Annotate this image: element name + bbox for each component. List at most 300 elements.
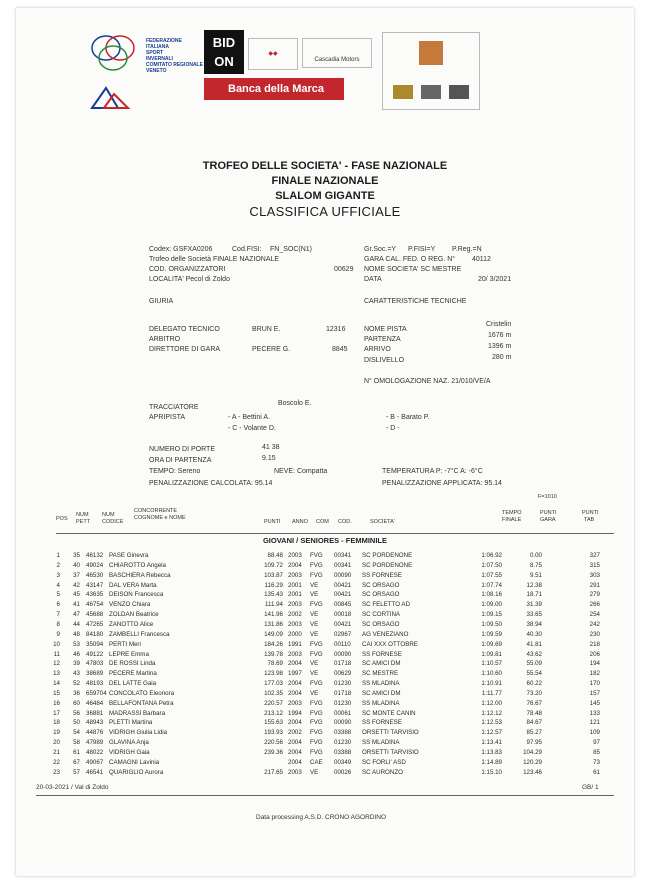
banca-logo: Banca della Marca: [204, 78, 344, 100]
cell-points: 103.87: [264, 571, 283, 579]
col-punti: PUNTI: [264, 519, 281, 525]
cell-table-points: 291: [589, 581, 600, 589]
direttore-name: PECERE G.: [252, 346, 291, 353]
cell-pos: 7: [56, 611, 60, 619]
title-discipline: SLALOM GIGANTE: [275, 190, 375, 202]
cell-year: 2003: [288, 650, 302, 658]
table-rule: [56, 533, 614, 534]
cell-athlete-name: DE ROSSI Linda: [109, 660, 156, 668]
col-num2: NUM: [102, 512, 115, 518]
dislivello-value: 280 m: [492, 354, 512, 361]
cell-club: SS FORNESE: [362, 719, 402, 727]
cell-athlete-name: VENZO Chiara: [109, 601, 151, 609]
cell-club-code: 00421: [334, 591, 352, 599]
cell-pos: 13: [53, 670, 60, 678]
cell-club-code: 00090: [334, 719, 352, 727]
cell-bib: 60: [73, 699, 80, 707]
cell-code: 46132: [86, 552, 104, 559]
cell-final-time: 1:14.89: [481, 758, 502, 766]
cell-bib: 54: [73, 729, 80, 737]
cell-final-time: 1:08.16: [481, 591, 502, 599]
cell-code: 659704: [86, 689, 107, 697]
cell-club: ORSETTI TARVISIO: [362, 729, 419, 737]
cell-athlete-name: DAL VERA Marta: [109, 581, 157, 589]
cell-club-code: 00061: [334, 709, 352, 717]
cell-club-code: 00629: [334, 670, 352, 678]
cell-committee: VE: [310, 591, 319, 599]
cell-bib: 58: [73, 739, 80, 747]
cell-code: 48022: [86, 749, 104, 756]
cell-athlete-name: BELLAFONTANA Petra: [109, 699, 174, 707]
cell-code: 46541: [86, 768, 104, 776]
cell-club: SC AMICI DM: [362, 689, 401, 697]
cell-points: 193.93: [264, 729, 283, 737]
tempo-meteo: TEMPO: Sereno: [149, 468, 201, 475]
table-row: [16, 690, 634, 699]
cell-table-points: 133: [589, 709, 600, 717]
table-row: [16, 621, 634, 630]
col-societa: SOCIETA': [370, 519, 395, 525]
cell-points: 88.48: [267, 552, 283, 559]
col-com: COM: [316, 519, 329, 525]
col-f-factor: F=1010: [538, 494, 557, 500]
cell-table-points: 73: [593, 758, 600, 766]
cell-athlete-name: PASE Ginevra: [109, 552, 149, 559]
cell-year: 2003: [288, 768, 302, 776]
cell-code: 46530: [86, 571, 104, 579]
cell-club-code: 01718: [334, 660, 352, 668]
cell-year: 2004: [288, 719, 302, 727]
cell-pos: 11: [53, 650, 60, 658]
cell-race-points: 41.81: [526, 640, 542, 648]
partenza-label: PARTENZA: [364, 336, 401, 343]
cell-points: 78.69: [267, 660, 283, 668]
cell-athlete-name: ZAMBELLI Francesca: [109, 630, 170, 638]
cell-table-points: 85: [593, 749, 600, 756]
cell-table-points: 279: [589, 591, 600, 599]
cell-final-time: 1:09.59: [481, 630, 502, 638]
nome-societa: NOME SOCIETA' SC MESTRE: [364, 266, 462, 273]
ora-partenza-value: 9.15: [262, 455, 276, 462]
cell-bib: 35: [73, 552, 80, 559]
col-pett: PETT: [76, 519, 91, 525]
cell-race-points: 84.67: [526, 719, 542, 727]
cell-code: 46754: [86, 601, 104, 609]
cell-year: 2004: [288, 749, 302, 756]
partenza-value: 1676 m: [488, 332, 512, 339]
cell-club: SC AURONZO: [362, 768, 403, 776]
dislivello-label: DISLIVELLO: [364, 357, 405, 364]
title-finale: FINALE NAZIONALE: [271, 175, 379, 187]
cell-athlete-name: MADRASSI Barbara: [109, 709, 166, 717]
cell-race-points: 9.51: [529, 571, 542, 579]
cell-points: 139.78: [264, 650, 283, 658]
cell-points: 123.98: [264, 670, 283, 678]
mountain-logo: [88, 82, 132, 112]
col-tempo: TEMPO: [502, 510, 522, 516]
cell-pos: 19: [53, 729, 60, 737]
cell-points: 135.43: [264, 591, 283, 599]
cell-points: 116.29: [264, 581, 283, 589]
cell-code: 44876: [86, 729, 104, 737]
sponsor-group-logo: [382, 32, 480, 110]
cell-club: SS MLADINA: [362, 680, 400, 688]
delegato-code: 12316: [326, 326, 346, 333]
motors-logo: Cascadia Motors: [302, 38, 372, 68]
penalizzazione-applicata: PENALIZZAZIONE APPLICATA: 95.14: [382, 480, 502, 487]
cell-year: 2003: [288, 552, 302, 559]
cell-club: AG VENEZIANO: [362, 630, 409, 638]
cell-pos: 16: [53, 699, 60, 707]
cell-race-points: 31.39: [526, 601, 542, 609]
cell-pos: 15: [53, 689, 60, 697]
table-row: [16, 680, 634, 689]
table-row: [16, 759, 634, 768]
cell-code: 47803: [86, 660, 104, 668]
cell-table-points: 170: [589, 680, 600, 688]
footer-left: 20-03-2021 / Val di Zoldo: [36, 784, 109, 791]
cell-final-time: 1:12.53: [481, 719, 502, 727]
cell-bib: 36: [73, 689, 80, 697]
cell-committee: FVG: [310, 749, 323, 756]
cell-athlete-name: PERTI Meri: [109, 640, 141, 648]
cell-year: 2004: [288, 739, 302, 747]
cell-committee: FVG: [310, 680, 323, 688]
col-cod: COD.: [338, 519, 352, 525]
cell-committee: FVG: [310, 571, 323, 579]
cell-club: SS MLADINA: [362, 739, 400, 747]
table-row: [16, 769, 634, 778]
table-row: [16, 729, 634, 738]
cell-year: 2004: [288, 561, 302, 569]
cell-bib: 44: [73, 620, 80, 628]
cell-race-points: 120.29: [523, 758, 542, 766]
cell-year: 2004: [288, 689, 302, 697]
cell-pos: 1: [56, 552, 60, 559]
arrivo-value: 1396 m: [488, 343, 512, 350]
cell-points: 149.09: [264, 630, 283, 638]
data-value: 20/ 3/2021: [478, 276, 512, 283]
cell-points: 239.36: [264, 749, 283, 756]
delegato-name: BRUN E.: [252, 326, 281, 333]
cell-bib: 40: [73, 561, 80, 569]
cell-code: 43635: [86, 591, 104, 599]
cell-club-code: 02967: [334, 630, 352, 638]
cell-athlete-name: ZANOTTO Alice: [109, 620, 154, 628]
cell-code: 84180: [86, 630, 104, 638]
cell-pos: 12: [53, 660, 60, 668]
cell-club: SC MESTRE: [362, 670, 399, 678]
cell-committee: FVG: [310, 650, 323, 658]
cell-year: 2003: [288, 571, 302, 579]
category-heading: GIOVANI / SENIORES - FEMMINILE: [262, 536, 388, 545]
cell-club: SC PORDENONE: [362, 561, 413, 569]
cell-points: 213.12: [264, 709, 283, 717]
cell-race-points: 33.65: [526, 611, 542, 619]
cell-pos: 5: [56, 591, 60, 599]
cell-club-code: 00421: [334, 581, 352, 589]
table-row: [16, 710, 634, 719]
cell-final-time: 1:09.69: [481, 640, 502, 648]
table-row: [16, 749, 634, 758]
apripista-a: - A - Bettini A.: [228, 414, 271, 421]
cell-athlete-name: PLETTI Martina: [109, 719, 153, 727]
cell-bib: 43: [73, 670, 80, 678]
cell-bib: 56: [73, 709, 80, 717]
col-num: NUM: [76, 512, 89, 518]
cell-club-code: 00349: [334, 758, 352, 766]
nome-pista-label: NOME PISTA: [364, 326, 407, 333]
cell-committee: VE: [310, 768, 319, 776]
cell-bib: 57: [73, 768, 80, 776]
footer-right: GB/ 1: [582, 784, 599, 791]
col-punti-tab: PUNTI: [582, 510, 599, 516]
cell-committee: FVG: [310, 561, 323, 569]
cell-year: 2003: [288, 601, 302, 609]
cell-pos: 3: [56, 571, 60, 579]
cell-pos: 22: [53, 758, 60, 766]
cell-athlete-name: BASCHIERA Rebecca: [109, 571, 171, 579]
table-row: [16, 670, 634, 679]
cell-code: 38689: [86, 670, 104, 678]
cell-code: 35094: [86, 640, 104, 648]
cell-table-points: 157: [589, 689, 600, 697]
cell-race-points: 55.54: [526, 670, 542, 678]
cell-table-points: 206: [589, 650, 600, 658]
col-finale: FINALE: [502, 517, 522, 523]
cell-bib: 45: [73, 591, 80, 599]
cell-table-points: 109: [589, 729, 600, 737]
cell-athlete-name: VIDRIGH Gaia: [109, 749, 150, 756]
cell-race-points: 85.27: [526, 729, 542, 737]
sponsor-logo: ◆◆: [248, 38, 298, 70]
cell-bib: 41: [73, 601, 80, 609]
cell-table-points: 254: [589, 611, 600, 619]
bidon-logo: BID ON: [204, 30, 244, 74]
cell-bib: 37: [73, 571, 80, 579]
cell-final-time: 1:10.57: [481, 660, 502, 668]
cell-race-points: 0.00: [529, 552, 542, 559]
cell-bib: 46: [73, 650, 80, 658]
cell-table-points: 97: [593, 739, 600, 747]
p-fisi: P.FISI=Y: [408, 246, 436, 253]
cell-table-points: 315: [589, 561, 600, 569]
fisi-logo: [86, 30, 142, 76]
cell-club: SC ORSAGO: [362, 591, 400, 599]
cell-race-points: 8.75: [529, 561, 542, 569]
col-tab: TAB: [584, 517, 595, 523]
apripista-b: - B - Barato P.: [386, 414, 430, 421]
gr-soc: Gr.Soc.=Y: [364, 246, 397, 253]
cell-code: 49024: [86, 561, 104, 569]
cell-table-points: 218: [589, 640, 600, 648]
cell-year: 2001: [288, 591, 302, 599]
cell-final-time: 1:09.15: [481, 611, 502, 619]
cell-final-time: 1:15.10: [481, 768, 502, 776]
table-row: [16, 631, 634, 640]
cell-final-time: 1:13.83: [481, 749, 502, 756]
cell-pos: 18: [53, 719, 60, 727]
cell-table-points: 194: [589, 660, 600, 668]
cell-club-code: 00018: [334, 611, 352, 619]
cell-table-points: 121: [589, 719, 600, 727]
omologazione: N° OMOLOGAZIONE NAZ. 21/010/VE/A: [364, 378, 491, 385]
cell-club-code: 01718: [334, 689, 352, 697]
fisi-text: FEDERAZIONE ITALIANA SPORT INVERNALI COMITATO REGIONALE VENETO: [146, 38, 203, 74]
tracciatore-label: TRACCIATORE: [149, 404, 199, 411]
cell-code: 49067: [86, 758, 104, 766]
cell-final-time: 1:07.50: [481, 561, 502, 569]
cell-club: SS MLADINA: [362, 699, 400, 707]
col-codice: CODICE: [102, 519, 124, 525]
cell-race-points: 78.48: [526, 709, 542, 717]
cell-table-points: 327: [589, 552, 600, 559]
cell-committee: VE: [310, 689, 319, 697]
col-concorrente: CONCORRENTE: [134, 508, 178, 514]
cell-club: ORSETTI TARVISIO: [362, 749, 419, 756]
cell-club-code: 01230: [334, 699, 352, 707]
arbitro-label: ARBITRO: [149, 336, 181, 343]
cell-athlete-name: PECERE Martina: [109, 670, 157, 678]
p-reg: P.Reg.=N: [452, 246, 482, 253]
cell-pos: 14: [53, 680, 60, 688]
cell-pos: 10: [53, 640, 60, 648]
cell-race-points: 38.94: [526, 620, 542, 628]
cell-points: 220.56: [264, 739, 283, 747]
cell-club-code: 00341: [334, 561, 352, 569]
cell-bib: 47: [73, 611, 80, 619]
cell-year: 2002: [288, 611, 302, 619]
cod-org-value: 00629: [334, 266, 354, 273]
cell-final-time: 1:12.12: [481, 709, 502, 717]
cell-bib: 67: [73, 758, 80, 766]
cell-code: 49122: [86, 650, 104, 658]
cell-athlete-name: GLAVINA Anja: [109, 739, 149, 747]
cell-club-code: 00845: [334, 601, 352, 609]
cell-code: 48193: [86, 680, 104, 688]
cell-club: SC ORSAGO: [362, 620, 400, 628]
cell-club: SS FORNESE: [362, 571, 402, 579]
cell-club-code: 00341: [334, 552, 352, 559]
cell-race-points: 40.30: [526, 630, 542, 638]
cell-bib: 52: [73, 680, 80, 688]
cell-club: SC ORSAGO: [362, 581, 400, 589]
cell-points: 177.03: [264, 680, 283, 688]
cell-pos: 20: [53, 739, 60, 747]
cell-year: 2001: [288, 581, 302, 589]
direttore-code: 8845: [332, 346, 348, 353]
document-page: [16, 8, 634, 876]
cod-fisi-value: FN_SOC(N1): [270, 246, 313, 253]
ora-partenza-label: ORA DI PARTENZA: [149, 457, 212, 464]
cell-committee: FVG: [310, 729, 323, 737]
cell-athlete-name: CONCOLATO Eleonora: [109, 689, 175, 697]
cell-bib: 50: [73, 719, 80, 727]
cell-code: 45688: [86, 611, 104, 619]
title-trofeo: TROFEO DELLE SOCIETA' - FASE NAZIONALE: [202, 160, 448, 172]
cell-pos: 17: [53, 709, 60, 717]
cell-table-points: 182: [589, 670, 600, 678]
cell-club: SC FELETTO AD: [362, 601, 411, 609]
cell-bib: 42: [73, 581, 80, 589]
cell-year: 2003: [288, 699, 302, 707]
cell-athlete-name: QUARIGLIO Aurora: [109, 768, 164, 776]
cell-committee: FVG: [310, 601, 323, 609]
cell-year: 1994: [288, 709, 302, 717]
cell-committee: CAE: [310, 758, 323, 766]
table-row: [16, 651, 634, 660]
apripista-label: APRIPISTA: [149, 414, 186, 421]
cell-athlete-name: VIDRIGH Giulia Lidia: [109, 729, 168, 737]
giuria-label: GIURIA: [149, 298, 174, 305]
cell-points: 102.35: [264, 689, 283, 697]
cell-final-time: 1:07.74: [481, 581, 502, 589]
cell-year: 2003: [288, 620, 302, 628]
cell-table-points: 61: [593, 768, 600, 776]
cell-final-time: 1:06.92: [481, 552, 502, 559]
apripista-d: - D -: [386, 425, 400, 432]
col-punti-gara: PUNTI: [540, 510, 557, 516]
cell-committee: FVG: [310, 699, 323, 707]
cell-athlete-name: CAMAGNI Lavinia: [109, 758, 160, 766]
cell-final-time: 1:13.41: [481, 739, 502, 747]
cell-race-points: 73.20: [526, 689, 542, 697]
cell-final-time: 1:11.77: [481, 689, 502, 697]
cell-committee: FVG: [310, 709, 323, 717]
cell-athlete-name: ZOLDAN Beatrice: [109, 611, 159, 619]
delegato-label: DELEGATO TECNICO: [149, 326, 220, 333]
cell-year: 2004: [288, 660, 302, 668]
col-anno: ANNO: [292, 519, 308, 525]
num-porte-label: NUMERO DI PORTE: [149, 446, 215, 453]
neve: NEVE: Compatta: [274, 468, 328, 475]
cell-race-points: 12.38: [526, 581, 542, 589]
cell-pos: 8: [56, 620, 60, 628]
cell-points: 155.63: [264, 719, 283, 727]
gara-cal-value: 40112: [472, 256, 491, 263]
cell-club-code: 00026: [334, 768, 352, 776]
table-row: [16, 660, 634, 669]
cell-code: 36881: [86, 709, 104, 717]
cell-club: SC MONTE CANIN: [362, 709, 416, 717]
table-row: [16, 739, 634, 748]
cell-club-code: 00090: [334, 571, 352, 579]
cell-final-time: 1:12.57: [481, 729, 502, 737]
cell-code: 43147: [86, 581, 104, 589]
cell-final-time: 1:09.81: [481, 650, 502, 658]
cell-bib: 48: [73, 630, 80, 638]
cod-fisi-label: Cod.FISI:: [232, 246, 262, 253]
nome-pista-value: Cristelin: [486, 321, 512, 328]
cell-table-points: 145: [589, 699, 600, 707]
cell-athlete-name: DEISON Francesca: [109, 591, 164, 599]
cell-pos: 4: [56, 581, 60, 589]
cell-year: 2002: [288, 729, 302, 737]
cell-final-time: 1:10.91: [481, 680, 502, 688]
col-pos: POS: [56, 516, 68, 522]
cell-table-points: 242: [589, 620, 600, 628]
cell-club-code: 03388: [334, 729, 352, 737]
apripista-c: - C - Volante D.: [228, 425, 276, 432]
cell-committee: VE: [310, 630, 319, 638]
cell-code: 48943: [86, 719, 104, 727]
cell-race-points: 97.95: [526, 739, 542, 747]
cell-final-time: 1:09.50: [481, 620, 502, 628]
codex: Codex: GSFXA0206: [149, 246, 213, 253]
cell-year: 1997: [288, 670, 302, 678]
table-row: [16, 700, 634, 709]
arrivo-label: ARRIVO: [364, 346, 391, 353]
